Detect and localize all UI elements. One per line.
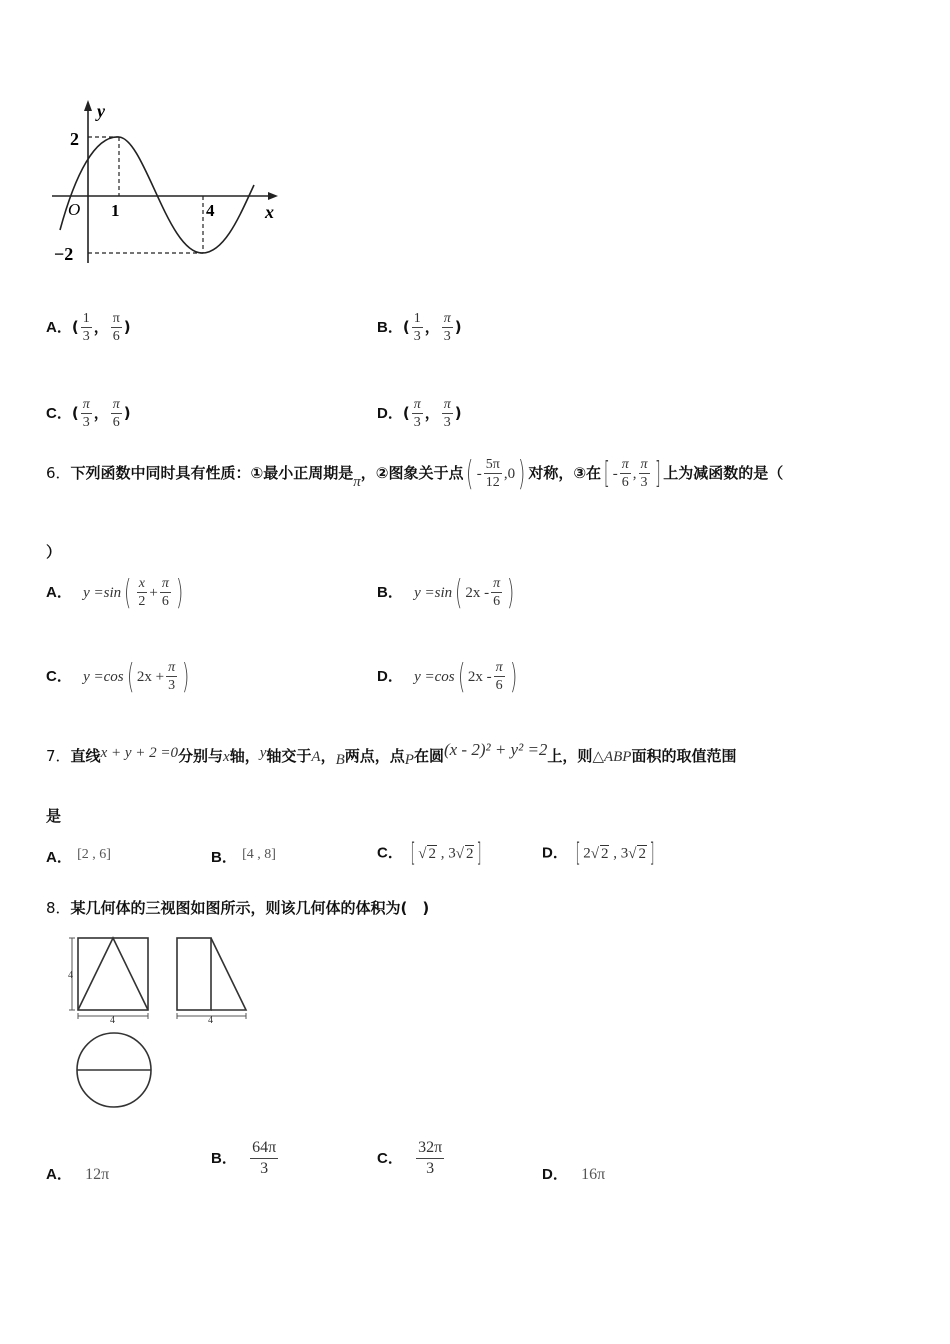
option-label: A． (46, 1166, 72, 1183)
q6-option-d[interactable]: D． y =cos( 2x - $\frac{\pi}{6}$ ) (377, 656, 517, 697)
origin-label: O (68, 200, 81, 219)
q6-stem: 6．下列函数中同时具有性质：①最小正周期是π，②图象关于点( - $\frac{5\pi}{12}$ ,0) 对称，③在[ - $\frac{\pi}{6}$ , $\frac{\pi}{3}$ ] 上为减函数的是（ (46, 453, 784, 494)
question-number: 7． (46, 747, 71, 765)
fraction: $\frac{\pi}{3}$ (443, 397, 451, 430)
fraction: $\frac{\pi}{3}$ (443, 311, 451, 344)
q8-option-c[interactable] (377, 1138, 446, 1179)
q8-option-b[interactable] (211, 1138, 280, 1179)
tick-1-label: 1 (111, 201, 120, 220)
fraction: $\frac{\pi}{3}$ (640, 457, 648, 490)
x-axis-label: x (265, 202, 274, 222)
fraction: $\frac{\pi}{6}$ (495, 660, 503, 693)
y-axis-label: y (97, 101, 105, 121)
front-width-dim: 4 (110, 1015, 115, 1026)
q7-option-b[interactable]: B． [4 , 8] (211, 847, 276, 866)
option-label: D． (377, 668, 403, 685)
three-view-diagram (60, 930, 260, 1110)
option-label: B． (211, 849, 237, 866)
tick-2-label: 2 (70, 129, 79, 149)
tick-neg2-label: −2 (54, 244, 74, 264)
fraction: $\frac{5\pi}{12}$ (485, 457, 500, 490)
fraction: $\frac{\pi}{6}$ (161, 576, 169, 609)
option-label: A． (46, 319, 72, 336)
question-number: 6． (46, 464, 71, 482)
q5-option-a[interactable]: A．( $\frac{1}{3}$ ， $\frac{\pi}{6}$ ) (46, 311, 131, 344)
option-label: C． (46, 668, 72, 685)
q6-option-a[interactable]: A． y =sin( $\frac{x}{2}$ + $\frac{\pi}{6}$ ) (46, 572, 184, 613)
fraction: $\frac{\pi}{6}$ (621, 457, 629, 490)
q6-option-b[interactable]: B． y =sin( 2x - $\frac{\pi}{6}$ ) (377, 572, 515, 613)
fraction: $\frac{64\pi}{3}$ (252, 1139, 277, 1177)
side-width-dim: 4 (208, 1015, 213, 1026)
q6-option-c[interactable]: C． y =cos( 2x + $\frac{\pi}{3}$ ) (46, 656, 190, 697)
option-label: D． (542, 1166, 568, 1183)
option-label: C． (46, 405, 72, 422)
fraction: $\frac{\pi}{6}$ (112, 397, 120, 430)
option-label: D． (377, 405, 403, 422)
q7-option-a[interactable]: A． [2 , 6] (46, 847, 111, 866)
y-axis-arrow (84, 100, 92, 111)
question-number: 8． (46, 899, 71, 917)
q5-option-d[interactable]: D．( $\frac{\pi}{3}$ ， $\frac{\pi}{3}$ ) (377, 397, 462, 430)
q8-option-a[interactable]: A． 12π (46, 1166, 110, 1183)
front-height-dim: 4 (68, 970, 73, 981)
sine-curve (60, 137, 254, 253)
option-label: A． (46, 584, 72, 601)
option-label: B． (377, 584, 403, 601)
side-view-triangle (211, 938, 246, 1010)
option-label: C． (377, 844, 403, 862)
fraction: $\frac{32\pi}{3}$ (418, 1139, 443, 1177)
q8-option-d[interactable]: D． 16π (542, 1166, 606, 1183)
sine-graph (40, 95, 290, 270)
fraction: $\frac{\pi}{6}$ (112, 311, 120, 344)
fraction: $\frac{\pi}{3}$ (168, 660, 176, 693)
q7-option-c[interactable]: C． [ √ 2 , 3√ 2 ] (377, 838, 483, 868)
option-label: D． (542, 844, 568, 862)
fraction: $\frac{1}{3}$ (413, 311, 421, 344)
option-label: B． (211, 1150, 237, 1167)
q5-option-c[interactable]: C．( $\frac{\pi}{3}$ ， $\frac{\pi}{6}$ ) (46, 397, 131, 430)
q5-option-b[interactable]: B．( $\frac{1}{3}$ ， $\frac{\pi}{3}$ ) (377, 311, 462, 344)
q7-option-d[interactable]: D． [ 2√ 2 , 3√ 2 ] (542, 838, 655, 868)
fraction: $\frac{1}{3}$ (82, 311, 90, 344)
fraction: $\frac{\pi}{6}$ (493, 576, 501, 609)
q8-stem: 8．某几何体的三视图如图所示，则该几何体的体积为( ) (46, 899, 430, 917)
front-view-square (78, 938, 148, 1010)
option-label: C． (377, 1150, 403, 1167)
q7-stem-cont: 是 (46, 807, 62, 825)
tick-4-label: 4 (206, 201, 215, 220)
fraction: $\frac{x}{2}$ (138, 576, 146, 609)
side-view-rect (177, 938, 211, 1010)
front-view-triangle (78, 938, 148, 1010)
q6-stem-close: ） (46, 543, 62, 561)
option-label: A． (46, 849, 72, 866)
option-label: B． (377, 319, 403, 336)
x-axis-arrow (268, 192, 278, 200)
fraction: $\frac{\pi}{3}$ (413, 397, 421, 430)
fraction: $\frac{\pi}{3}$ (82, 397, 90, 430)
q7-stem: 7．直线x + y + 2 =0分别与x轴，y轴交于A，B两点，点P在圆(x - 2)² + y² =2上，则△ABP面积的取值范围 (46, 740, 737, 768)
